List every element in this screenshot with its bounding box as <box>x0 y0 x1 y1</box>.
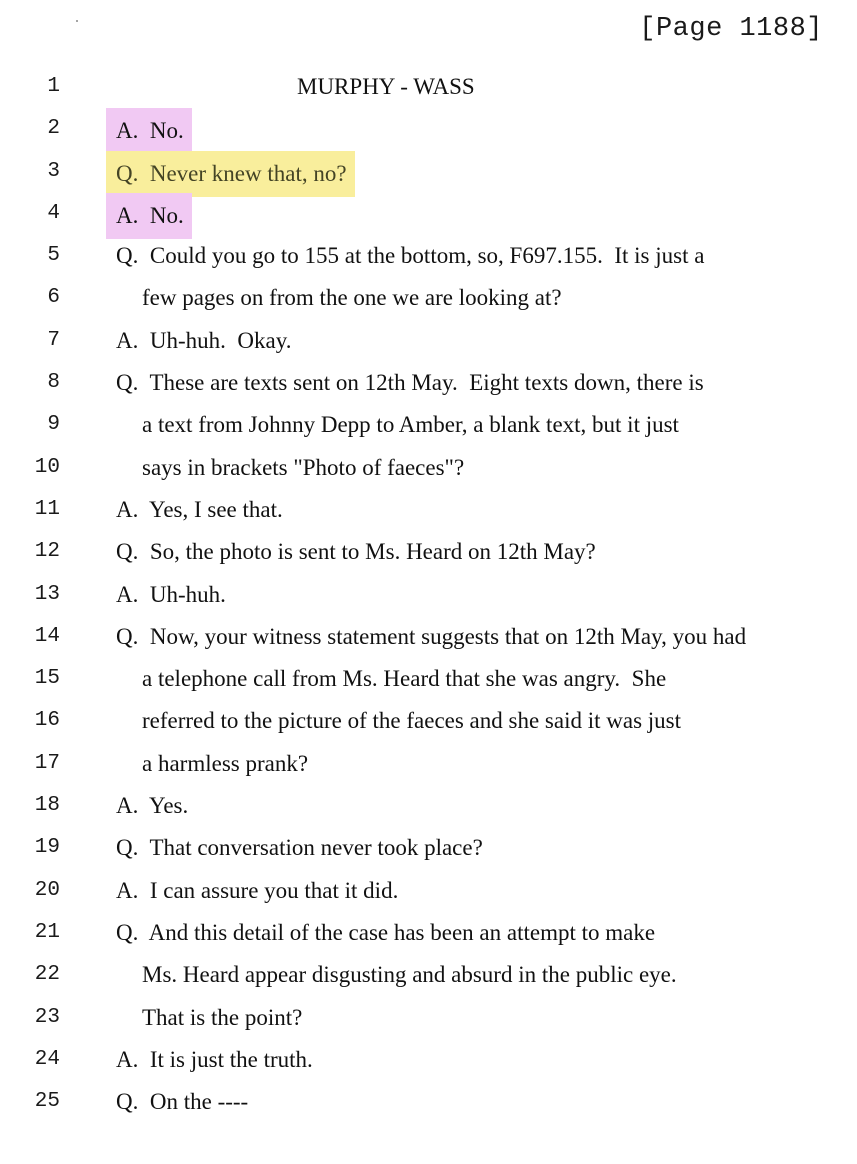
transcript-line <box>0 362 857 404</box>
transcript-line <box>0 531 857 573</box>
line-number: 21 <box>34 920 60 944</box>
transcript-line <box>0 827 857 869</box>
transcript-body <box>0 66 857 1123</box>
line-text: Ms. Heard appear disgusting and absurd in the public eye. <box>142 962 677 988</box>
line-text: Q. That conversation never took place? <box>116 835 483 861</box>
transcript-line <box>0 616 857 658</box>
line-text: A. I can assure you that it did. <box>116 877 399 903</box>
line-text: Q. Now, your witness statement suggests that on 12th May, you had <box>116 623 747 649</box>
transcript-line <box>0 66 857 108</box>
speck-mark <box>76 20 78 22</box>
line-number: 8 <box>47 371 60 395</box>
highlighted-answer: A. No. <box>106 193 192 239</box>
transcript-line <box>0 954 857 996</box>
transcript-line <box>0 193 857 235</box>
line-number: 1 <box>47 75 60 98</box>
line-text: A. Yes. <box>116 793 189 819</box>
line-text: says in brackets "Photo of faeces"? <box>142 454 465 480</box>
line-number: 19 <box>34 836 60 860</box>
line-text: A. Yes, I see that. <box>116 496 283 522</box>
heading-witness-names: MURPHY - WASS <box>297 74 475 99</box>
line-number: 12 <box>34 540 60 564</box>
line-number: 10 <box>34 455 60 479</box>
transcript-line <box>0 912 857 954</box>
line-number: 4 <box>47 201 60 225</box>
transcript-line <box>0 743 857 785</box>
line-number: 14 <box>34 624 60 648</box>
line-text: a text from Johnny Depp to Amber, a blank text, but it just <box>142 412 679 438</box>
transcript-line <box>0 320 857 362</box>
transcript-line <box>0 489 857 531</box>
transcript-line <box>0 151 857 193</box>
line-number: 18 <box>34 794 60 818</box>
transcript-line <box>0 108 857 150</box>
line-text: Q. On the ---- <box>116 1089 249 1115</box>
transcript-line <box>0 447 857 489</box>
line-text: a telephone call from Ms. Heard that she was angry. She <box>142 666 667 692</box>
line-text: Q. Could you go to 155 at the bottom, so, F697.155. It is just a <box>116 243 705 269</box>
line-number: 24 <box>34 1047 60 1071</box>
line-text: That is the point? <box>142 1004 303 1030</box>
line-number: 9 <box>47 413 60 437</box>
line-text: Q. So, the photo is sent to Ms. Heard on 12th May? <box>116 539 596 565</box>
line-text: A. Uh-huh. Okay. <box>116 327 292 353</box>
line-text: A. It is just the truth. <box>116 1046 313 1072</box>
transcript-line <box>0 235 857 277</box>
line-text: referred to the picture of the faeces and she said it was just <box>142 708 682 734</box>
highlighted-question: Q. Never knew that, no? <box>106 151 355 197</box>
page-number: [Page 1188] <box>639 14 823 44</box>
line-number: 15 <box>34 667 60 691</box>
line-number: 23 <box>34 1005 60 1029</box>
transcript-line <box>0 785 857 827</box>
line-number: 25 <box>34 1090 60 1114</box>
highlighted-answer: A. No. <box>106 108 192 154</box>
line-number: 2 <box>47 117 60 141</box>
line-number: 7 <box>47 328 60 352</box>
transcript-line <box>0 277 857 319</box>
transcript-line <box>0 574 857 616</box>
line-number: 6 <box>47 286 60 310</box>
line-number: 16 <box>34 709 60 733</box>
transcript-line <box>0 997 857 1039</box>
line-text: few pages on from the one we are looking at? <box>142 285 562 311</box>
line-number: 3 <box>47 159 60 183</box>
line-number: 5 <box>47 244 60 268</box>
line-number: 17 <box>34 751 60 775</box>
line-text: a harmless prank? <box>142 750 309 776</box>
line-number: 20 <box>34 878 60 902</box>
line-text: A. Uh-huh. <box>116 581 226 607</box>
transcript-line <box>0 870 857 912</box>
transcript-line <box>0 1081 857 1123</box>
line-number: 22 <box>34 963 60 987</box>
transcript-line <box>0 1039 857 1081</box>
transcript-line <box>0 658 857 700</box>
transcript-line <box>0 404 857 446</box>
line-text: Q. These are texts sent on 12th May. Eight texts down, there is <box>116 370 704 396</box>
line-number: 13 <box>34 582 60 606</box>
transcript-line <box>0 700 857 742</box>
line-number: 11 <box>34 497 60 521</box>
line-text: Q. And this detail of the case has been an attempt to make <box>116 919 656 945</box>
